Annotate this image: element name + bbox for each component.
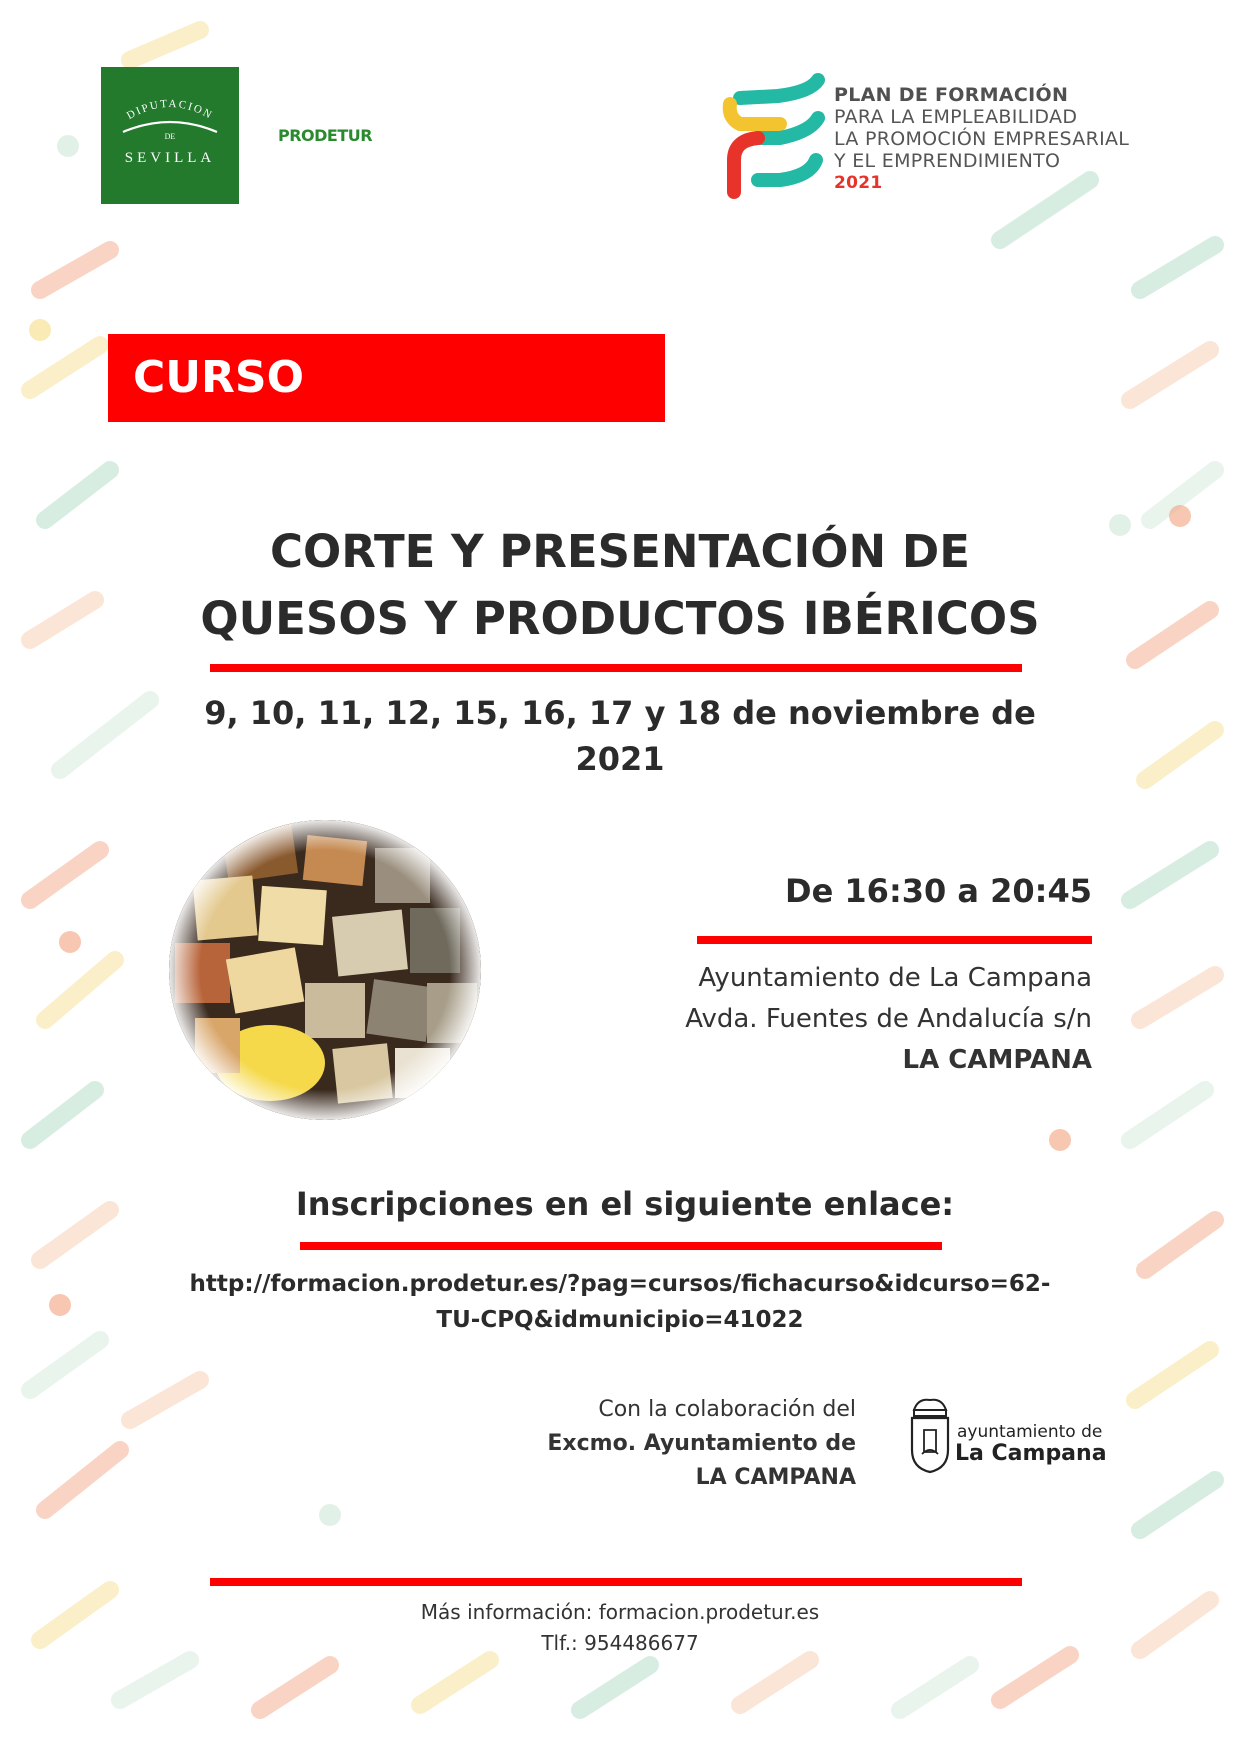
course-title-line-1: CORTE Y PRESENTACIÓN DE [270, 525, 970, 578]
decorative-dot [59, 931, 81, 953]
place-line-3: LA CAMPANA [902, 1045, 1092, 1075]
decorative-streak [740, 1660, 810, 1705]
title-divider [210, 664, 1022, 672]
diputacion-sevilla-logo [101, 67, 239, 204]
place-line-2: Avda. Fuentes de Andalucía s/n [685, 1004, 1092, 1034]
curso-banner: CURSO [108, 334, 665, 422]
decorative-streak [580, 1665, 650, 1710]
la-campana-logo-line-1: ayuntamiento de [957, 1422, 1103, 1442]
course-title-line-2: QUESOS Y PRODUCTOS IBÉRICOS [200, 592, 1040, 645]
decorative-streak [1135, 1350, 1210, 1400]
decorative-dot [1169, 505, 1191, 527]
decorative-streak [40, 1590, 110, 1640]
decorative-streak [45, 960, 115, 1020]
decorative-streak [30, 600, 95, 640]
decorative-streak [1140, 975, 1215, 1020]
svg-text:DIPUTACION: DIPUTACION [124, 97, 216, 123]
decorative-streak [1145, 730, 1215, 780]
decorative-streak [30, 1090, 95, 1140]
decorative-streak [120, 1660, 190, 1700]
footer-info [270, 1597, 970, 1659]
la-campana-logo-line-2: La Campana [955, 1441, 1107, 1466]
decorative-streak [30, 1340, 100, 1390]
footer-info-line: Más información: formacion.prodetur.es [420, 1600, 820, 1624]
decorative-streak [60, 700, 150, 770]
decorative-dot [1049, 1129, 1071, 1151]
decorative-streak [900, 1665, 970, 1710]
decorative-streak [1130, 850, 1210, 900]
decorative-streak [40, 1210, 110, 1260]
la-campana-crest-icon [908, 1396, 952, 1474]
svg-text:SEVILLA: SEVILLA [124, 150, 216, 166]
course-title [170, 518, 1070, 652]
registration-heading: Inscripciones en el siguiente enlace: [295, 1185, 955, 1223]
registration-link[interactable] [170, 1266, 1070, 1338]
decorative-streak [1000, 1655, 1070, 1700]
hours-divider [697, 936, 1092, 944]
collab-line-3: LA CAMPANA [695, 1465, 856, 1490]
plan-formacion-icon [718, 68, 828, 204]
plan-formacion-text [834, 84, 1129, 194]
course-dates [170, 690, 1070, 782]
decorative-dot [49, 1294, 71, 1316]
place-line-1: Ayuntamiento de La Campana [698, 963, 1092, 993]
decorative-dot [57, 135, 79, 157]
decorative-streak [130, 1380, 200, 1420]
decorative-streak [1140, 1600, 1210, 1650]
plan-line-1: PLAN DE FORMACIÓN [834, 84, 1069, 106]
decorative-dot [29, 319, 51, 341]
decorative-streak [1130, 1090, 1205, 1140]
plan-year: 2021 [834, 173, 883, 193]
decorative-streak [1135, 610, 1210, 660]
decorative-streak [1130, 350, 1210, 400]
decorative-streak [1140, 245, 1215, 290]
decorative-streak [40, 250, 110, 290]
svg-text:DE: DE [164, 132, 176, 141]
decorative-streak [30, 850, 100, 900]
footer-phone: Tlf.: 954486677 [541, 1631, 699, 1655]
decorative-streak [45, 1450, 120, 1510]
collab-line-1: Con la colaboración del [598, 1397, 856, 1422]
course-place [560, 958, 1092, 1081]
decorative-streak [260, 1665, 330, 1710]
decorative-streak [1145, 1220, 1215, 1270]
decorative-streak [1140, 1480, 1215, 1530]
decorative-streak [420, 1660, 490, 1705]
registration-divider [300, 1242, 942, 1250]
decorative-streak [45, 470, 110, 520]
decorative-dot [1109, 514, 1131, 536]
footer-divider [210, 1578, 1022, 1586]
course-dates-line-2: 2021 [575, 740, 665, 778]
collab-line-2: Excmo. Ayuntamiento de [547, 1431, 856, 1456]
plan-line-3: LA PROMOCIÓN EMPRESARIAL [834, 128, 1130, 150]
decorative-streak [130, 30, 200, 60]
decorative-streak [30, 345, 100, 390]
cheese-platter-image [165, 818, 485, 1123]
registration-link-line-1[interactable]: http://formacion.prodetur.es/?pag=cursos/fichacurso&idcurso=62- [189, 1271, 1051, 1297]
prodetur-label: PRODETUR [278, 126, 373, 145]
course-hours: De 16:30 a 20:45 [785, 872, 1092, 910]
decorative-dot [319, 1504, 341, 1526]
plan-line-4: Y EL EMPRENDIMIENTO [834, 150, 1061, 172]
plan-line-2: PARA LA EMPLEABILIDAD [834, 106, 1078, 128]
course-dates-line-1: 9, 10, 11, 12, 15, 16, 17 y 18 de noviembre de [204, 694, 1036, 732]
collaboration-text [480, 1393, 856, 1495]
registration-link-line-2[interactable]: TU-CPQ&idmunicipio=41022 [436, 1307, 804, 1333]
